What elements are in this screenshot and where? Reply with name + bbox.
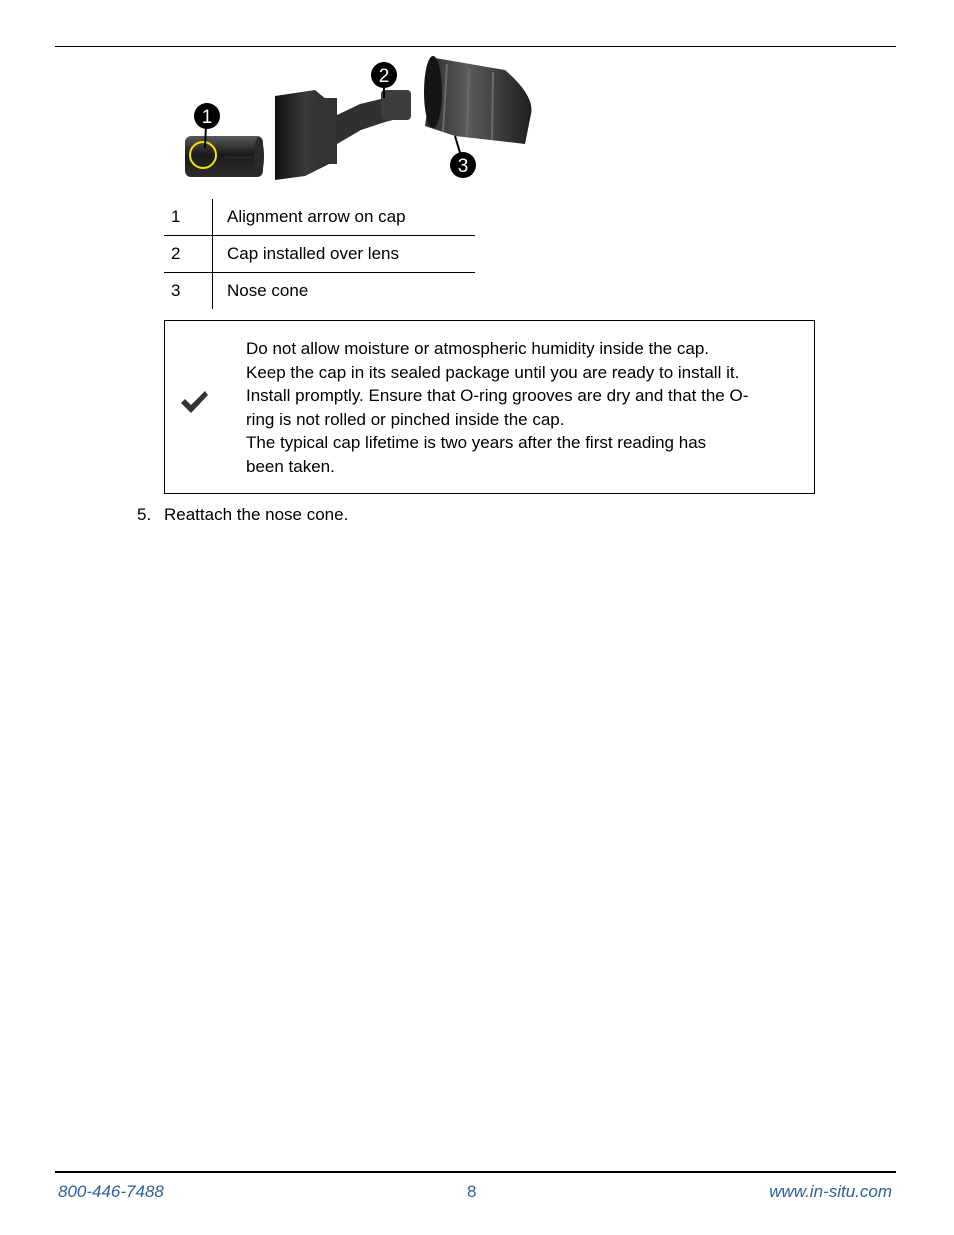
header-rule xyxy=(55,46,896,47)
svg-text:1: 1 xyxy=(201,107,213,128)
note-line: been taken. xyxy=(246,456,335,476)
note-line: Do not allow moisture or atmospheric humidity inside the cap. xyxy=(246,339,709,358)
svg-text:2: 2 xyxy=(378,66,390,87)
step-text: Reattach the nose cone. xyxy=(164,505,349,524)
legend-label: Nose cone xyxy=(227,281,309,300)
note-line: ring is not rolled or pinched inside the cap. xyxy=(246,409,565,429)
footer-rule xyxy=(55,1171,896,1173)
legend-row xyxy=(164,199,475,236)
svg-text:~~~~~~~: ~~~~~~~ xyxy=(225,155,254,162)
legend-number: 1 xyxy=(164,199,213,236)
svg-text:3: 3 xyxy=(457,156,469,177)
legend-label: Cap installed over lens xyxy=(213,236,476,273)
procedure-step xyxy=(137,505,348,525)
footer-website-link[interactable]: www.in-situ.com xyxy=(769,1182,892,1201)
step-number: 5. xyxy=(137,505,152,524)
note-line: Keep the cap in its sealed package until you are ready to install it. xyxy=(246,362,740,382)
legend-label: Alignment arrow on cap xyxy=(213,199,476,236)
sensor-cap-figure xyxy=(185,52,535,184)
legend-row xyxy=(164,273,475,310)
nose-cone xyxy=(424,56,531,144)
callout-1 xyxy=(194,103,220,129)
checkmark-icon xyxy=(179,389,209,415)
legend-row xyxy=(164,236,475,273)
legend-number: 3 xyxy=(164,273,213,310)
sensor-body xyxy=(275,90,411,180)
note-line: Install promptly. Ensure that O-ring grooves are dry and that the O- xyxy=(246,386,749,405)
note-line: The typical cap lifetime is two years after the first reading has xyxy=(246,433,707,452)
note-text xyxy=(246,337,801,478)
note-box xyxy=(164,320,815,494)
legend-number: 2 xyxy=(164,236,213,273)
page-number: 8 xyxy=(467,1182,477,1201)
callout-2 xyxy=(371,62,397,88)
sensor-cap xyxy=(185,136,264,177)
callout-3 xyxy=(450,152,476,178)
figure-legend-table xyxy=(164,199,475,309)
footer-phone: 800-446-7488 xyxy=(58,1182,164,1201)
